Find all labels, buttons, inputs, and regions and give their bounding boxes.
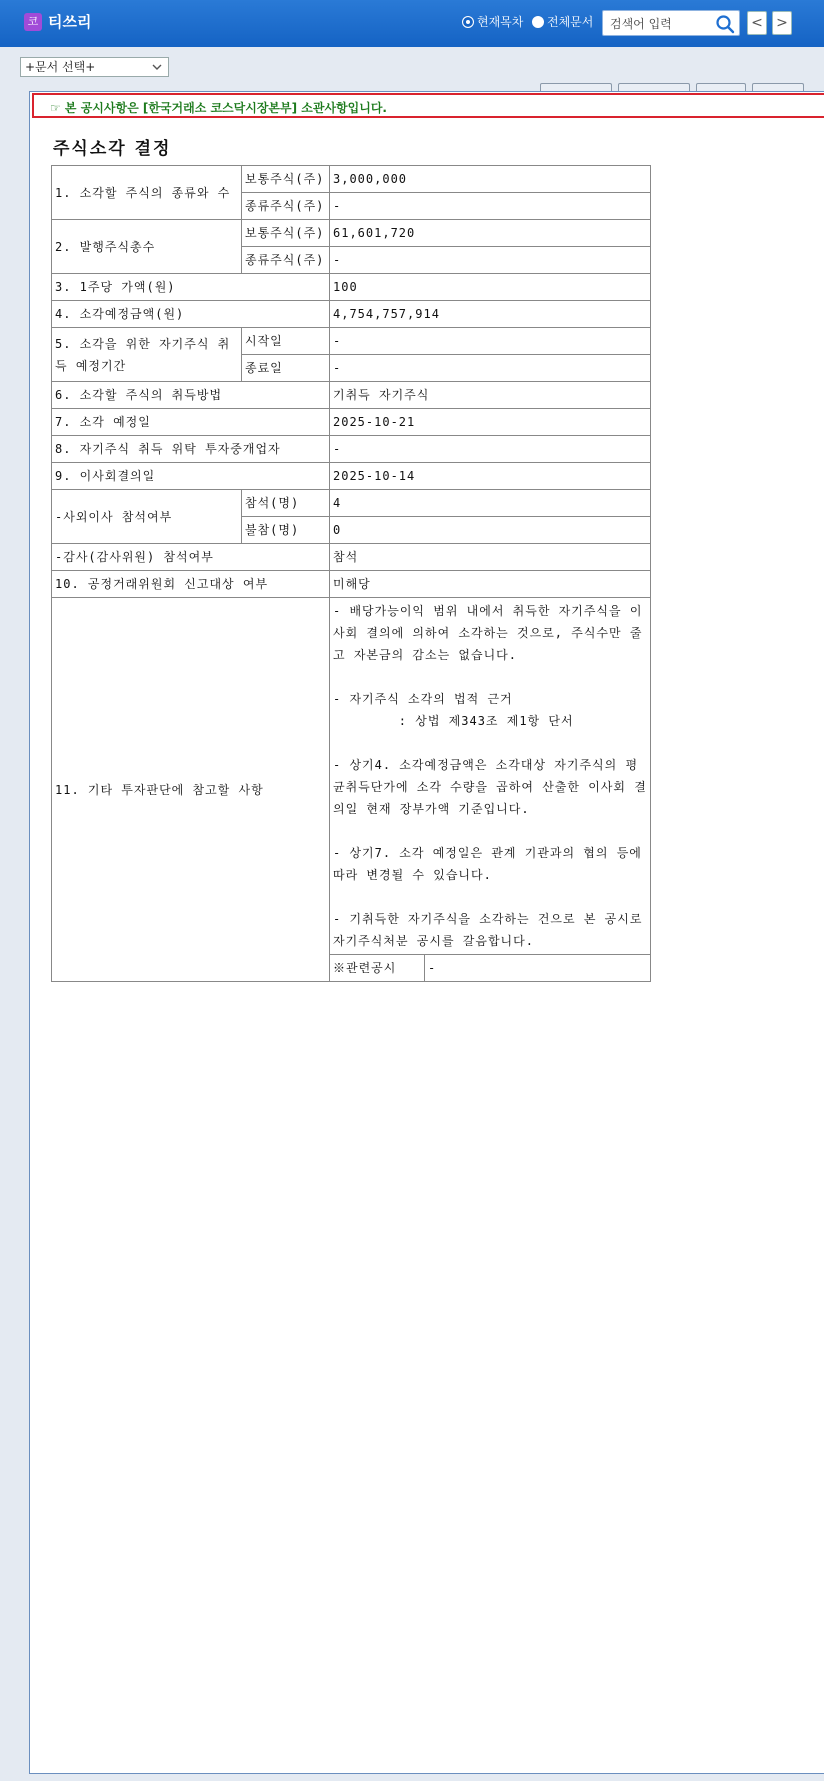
doc-select-dropdown[interactable] (20, 57, 169, 77)
row-sublabel: 종류주식(주) (242, 193, 330, 220)
row-label: -사외이사 참석여부 (52, 490, 242, 544)
top-bar (0, 0, 824, 47)
document-title: 주식소각 결정 (53, 139, 172, 159)
row-sublabel: 참석(명) (242, 490, 330, 517)
row-label: 8. 자기주식 취득 위탁 투자중개업자 (52, 436, 330, 463)
row-value: 4,754,757,914 (330, 301, 651, 328)
row-label: -감사(감사위원) 참석여부 (52, 544, 330, 571)
row-value: - (330, 247, 651, 274)
row-value: 100 (330, 274, 651, 301)
search-icon[interactable] (715, 14, 735, 34)
table-row (52, 328, 651, 355)
row-sublabel: 불참(명) (242, 517, 330, 544)
related-disclosure-label: ※관련공시 (330, 955, 425, 982)
table-row (52, 274, 651, 301)
row-sublabel: 종류주식(주) (242, 247, 330, 274)
row-label: 6. 소각할 주식의 취득방법 (52, 382, 330, 409)
document-frame (29, 91, 824, 1774)
row-sublabel: 시작일 (242, 328, 330, 355)
disclosure-table (51, 165, 651, 982)
radio-unchecked-icon[interactable] (532, 16, 544, 28)
search-input[interactable] (610, 15, 710, 33)
table-row (52, 382, 651, 409)
row-value: 2025-10-14 (330, 463, 651, 490)
notice-text: ☞ 본 공시사항은 [한국거래소 코스닥시장본부] 소관사항입니다. (50, 101, 387, 115)
table-row (52, 436, 651, 463)
chevron-down-icon (151, 61, 163, 73)
table-row (52, 166, 651, 193)
row-sublabel: 보통주식(주) (242, 220, 330, 247)
radio-all-label: 전체문서 (547, 15, 594, 29)
app-logo-icon: 코 (24, 13, 42, 31)
related-disclosure-value: - (425, 955, 651, 982)
next-button[interactable]: > (772, 11, 792, 35)
row-value: 참석 (330, 544, 651, 571)
radio-current-toc[interactable] (462, 13, 523, 30)
row-value: 기취득 자기주식 (330, 382, 651, 409)
row-label: 10. 공정거래위원회 신고대상 여부 (52, 571, 330, 598)
table-row (52, 220, 651, 247)
table-row (52, 544, 651, 571)
row-value: 0 (330, 517, 651, 544)
table-row (52, 598, 651, 955)
table-row (52, 301, 651, 328)
row-label: 9. 이사회결의일 (52, 463, 330, 490)
radio-all-docs[interactable] (532, 13, 593, 30)
row-value: 2025-10-21 (330, 409, 651, 436)
row-label: 1. 소각할 주식의 종류와 수 (52, 166, 242, 220)
row-value-etc: - 배당가능이익 범위 내에서 취득한 자기주식을 이사회 결의에 의하여 소각하는 것으로, 주식수만 줄고 자본금의 감소는 없습니다. - 자기주식 소각의 법적 근거 : 상법 제343조 제1항 단서 - 상기4. 소각예정금액은 소각대상 자기주식의 평균취득단가에 소각 수량을 곱하여 산출한 이사회 결의일 현재 장부가액 기준입니다. - 상기7. 소각 예정일은 관계 기관과의 협의 등에 따라 변경될 수 있습니다. - 기취득한 자기주식을 소각하는 건으로 본 공시로 자기주식처분 공시를 갈음합니다. (330, 598, 651, 955)
row-sublabel: 종료일 (242, 355, 330, 382)
search-box (602, 10, 740, 36)
radio-current-label: 현재목차 (477, 15, 524, 29)
row-label: 5. 소각을 위한 자기주식 취득 예정기간 (52, 328, 242, 382)
table-row (52, 409, 651, 436)
radio-checked-icon[interactable] (462, 16, 474, 28)
row-label: 4. 소각예정금액(원) (52, 301, 330, 328)
notice-banner (32, 93, 824, 118)
table-row (52, 463, 651, 490)
row-sublabel: 보통주식(주) (242, 166, 330, 193)
row-label: 11. 기타 투자판단에 참고할 사항 (52, 598, 330, 982)
row-value: - (330, 328, 651, 355)
row-label: 2. 발행주식총수 (52, 220, 242, 274)
app-title: 티쓰리 (48, 13, 92, 31)
row-value: 4 (330, 490, 651, 517)
doc-select-value: +문서 선택+ (25, 60, 96, 74)
row-value: 61,601,720 (330, 220, 651, 247)
row-value: - (330, 193, 651, 220)
row-label: 7. 소각 예정일 (52, 409, 330, 436)
table-row (52, 571, 651, 598)
row-value: 미해당 (330, 571, 651, 598)
row-label: 3. 1주당 가액(원) (52, 274, 330, 301)
row-value: - (330, 355, 651, 382)
row-value: - (330, 436, 651, 463)
prev-button[interactable]: < (747, 11, 767, 35)
row-value: 3,000,000 (330, 166, 651, 193)
table-row (52, 490, 651, 517)
